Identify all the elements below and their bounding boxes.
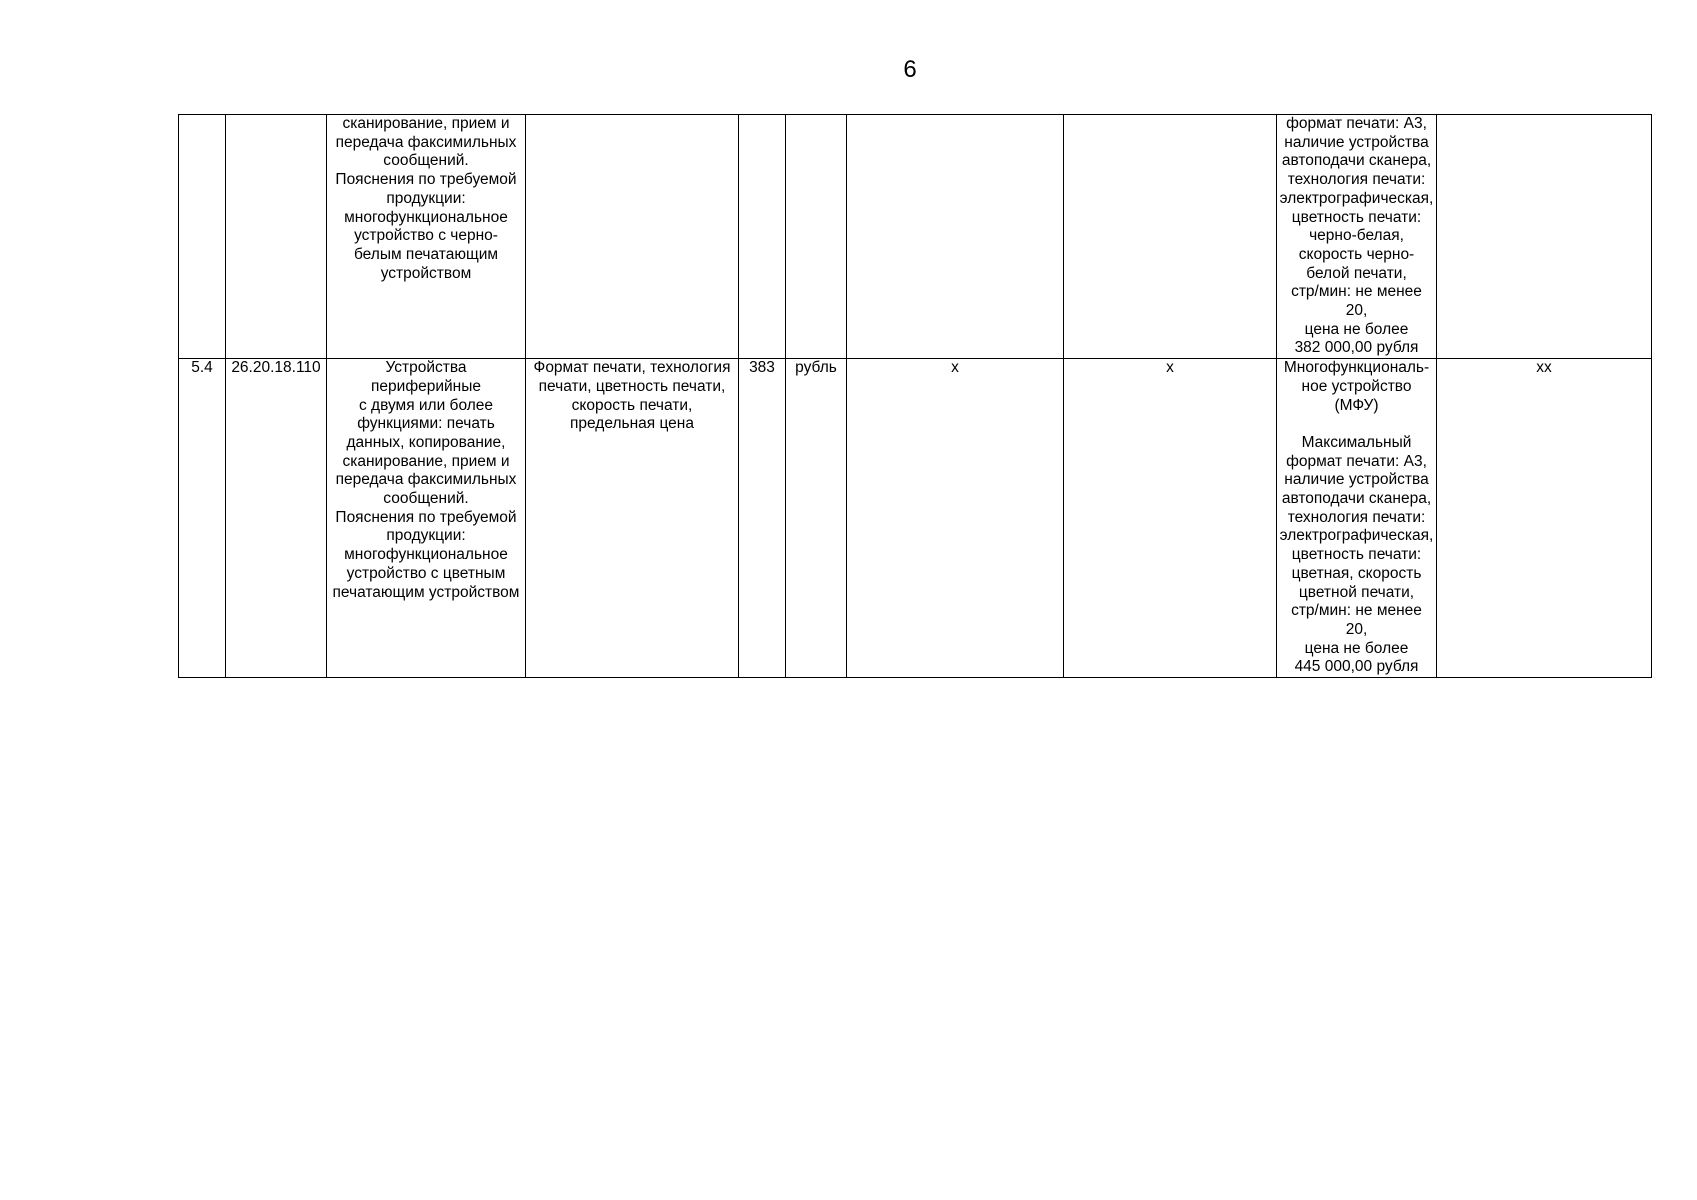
cell-product-name: Устройства периферийные с двумя или более функциями: печать данных, копирование, сканирование, прием и передача факсимильных сообщений. Пояснения по требуемой продукции: многофункциональное устройство с цветным печатающим устройством bbox=[327, 359, 526, 678]
cell-characteristics: Формат печати, технология печати, цветность печати, скорость печати, предельная цена bbox=[526, 359, 739, 678]
cell-unit bbox=[786, 115, 847, 359]
cell-last bbox=[1437, 115, 1652, 359]
cell-unit: рубль bbox=[786, 359, 847, 678]
cell-characteristics bbox=[526, 115, 739, 359]
cell-okpd2-code bbox=[226, 115, 327, 359]
specification-table bbox=[178, 114, 1652, 678]
cell-number bbox=[179, 115, 226, 359]
cell-product-name: сканирование, прием и передача факсимильных сообщений. Пояснения по требуемой продукции: многофункциональное устройство с черно- белым печатающим устройством bbox=[327, 115, 526, 359]
cell-okei-code bbox=[739, 115, 786, 359]
cell-requirements: Многофункциональ- ное устройство (МФУ) Максимальный формат печати: А3, наличие устройства автоподачи сканера, технология печати: электрографическая, цветность печати: цветная, скорость цветной печати, стр/мин: не менее 20, цена не более 445 000,00 рубля bbox=[1277, 359, 1437, 678]
cell-last: xx bbox=[1437, 359, 1652, 678]
cell-value-b: x bbox=[1064, 359, 1277, 678]
page-number: 6 bbox=[903, 56, 917, 83]
cell-okpd2-code: 26.20.18.110 bbox=[226, 359, 327, 678]
table-row bbox=[179, 359, 1652, 678]
cell-value-a bbox=[847, 115, 1064, 359]
cell-okei-code: 383 bbox=[739, 359, 786, 678]
cell-number: 5.4 bbox=[179, 359, 226, 678]
cell-value-b bbox=[1064, 115, 1277, 359]
cell-value-a: x bbox=[847, 359, 1064, 678]
cell-requirements: формат печати: А3, наличие устройства автоподачи сканера, технология печати: электрографическая, цветность печати: черно-белая, скорость черно- белой печати, стр/мин: не менее 20, цена не более 382 000,00 рубля bbox=[1277, 115, 1437, 359]
table-row bbox=[179, 115, 1652, 359]
